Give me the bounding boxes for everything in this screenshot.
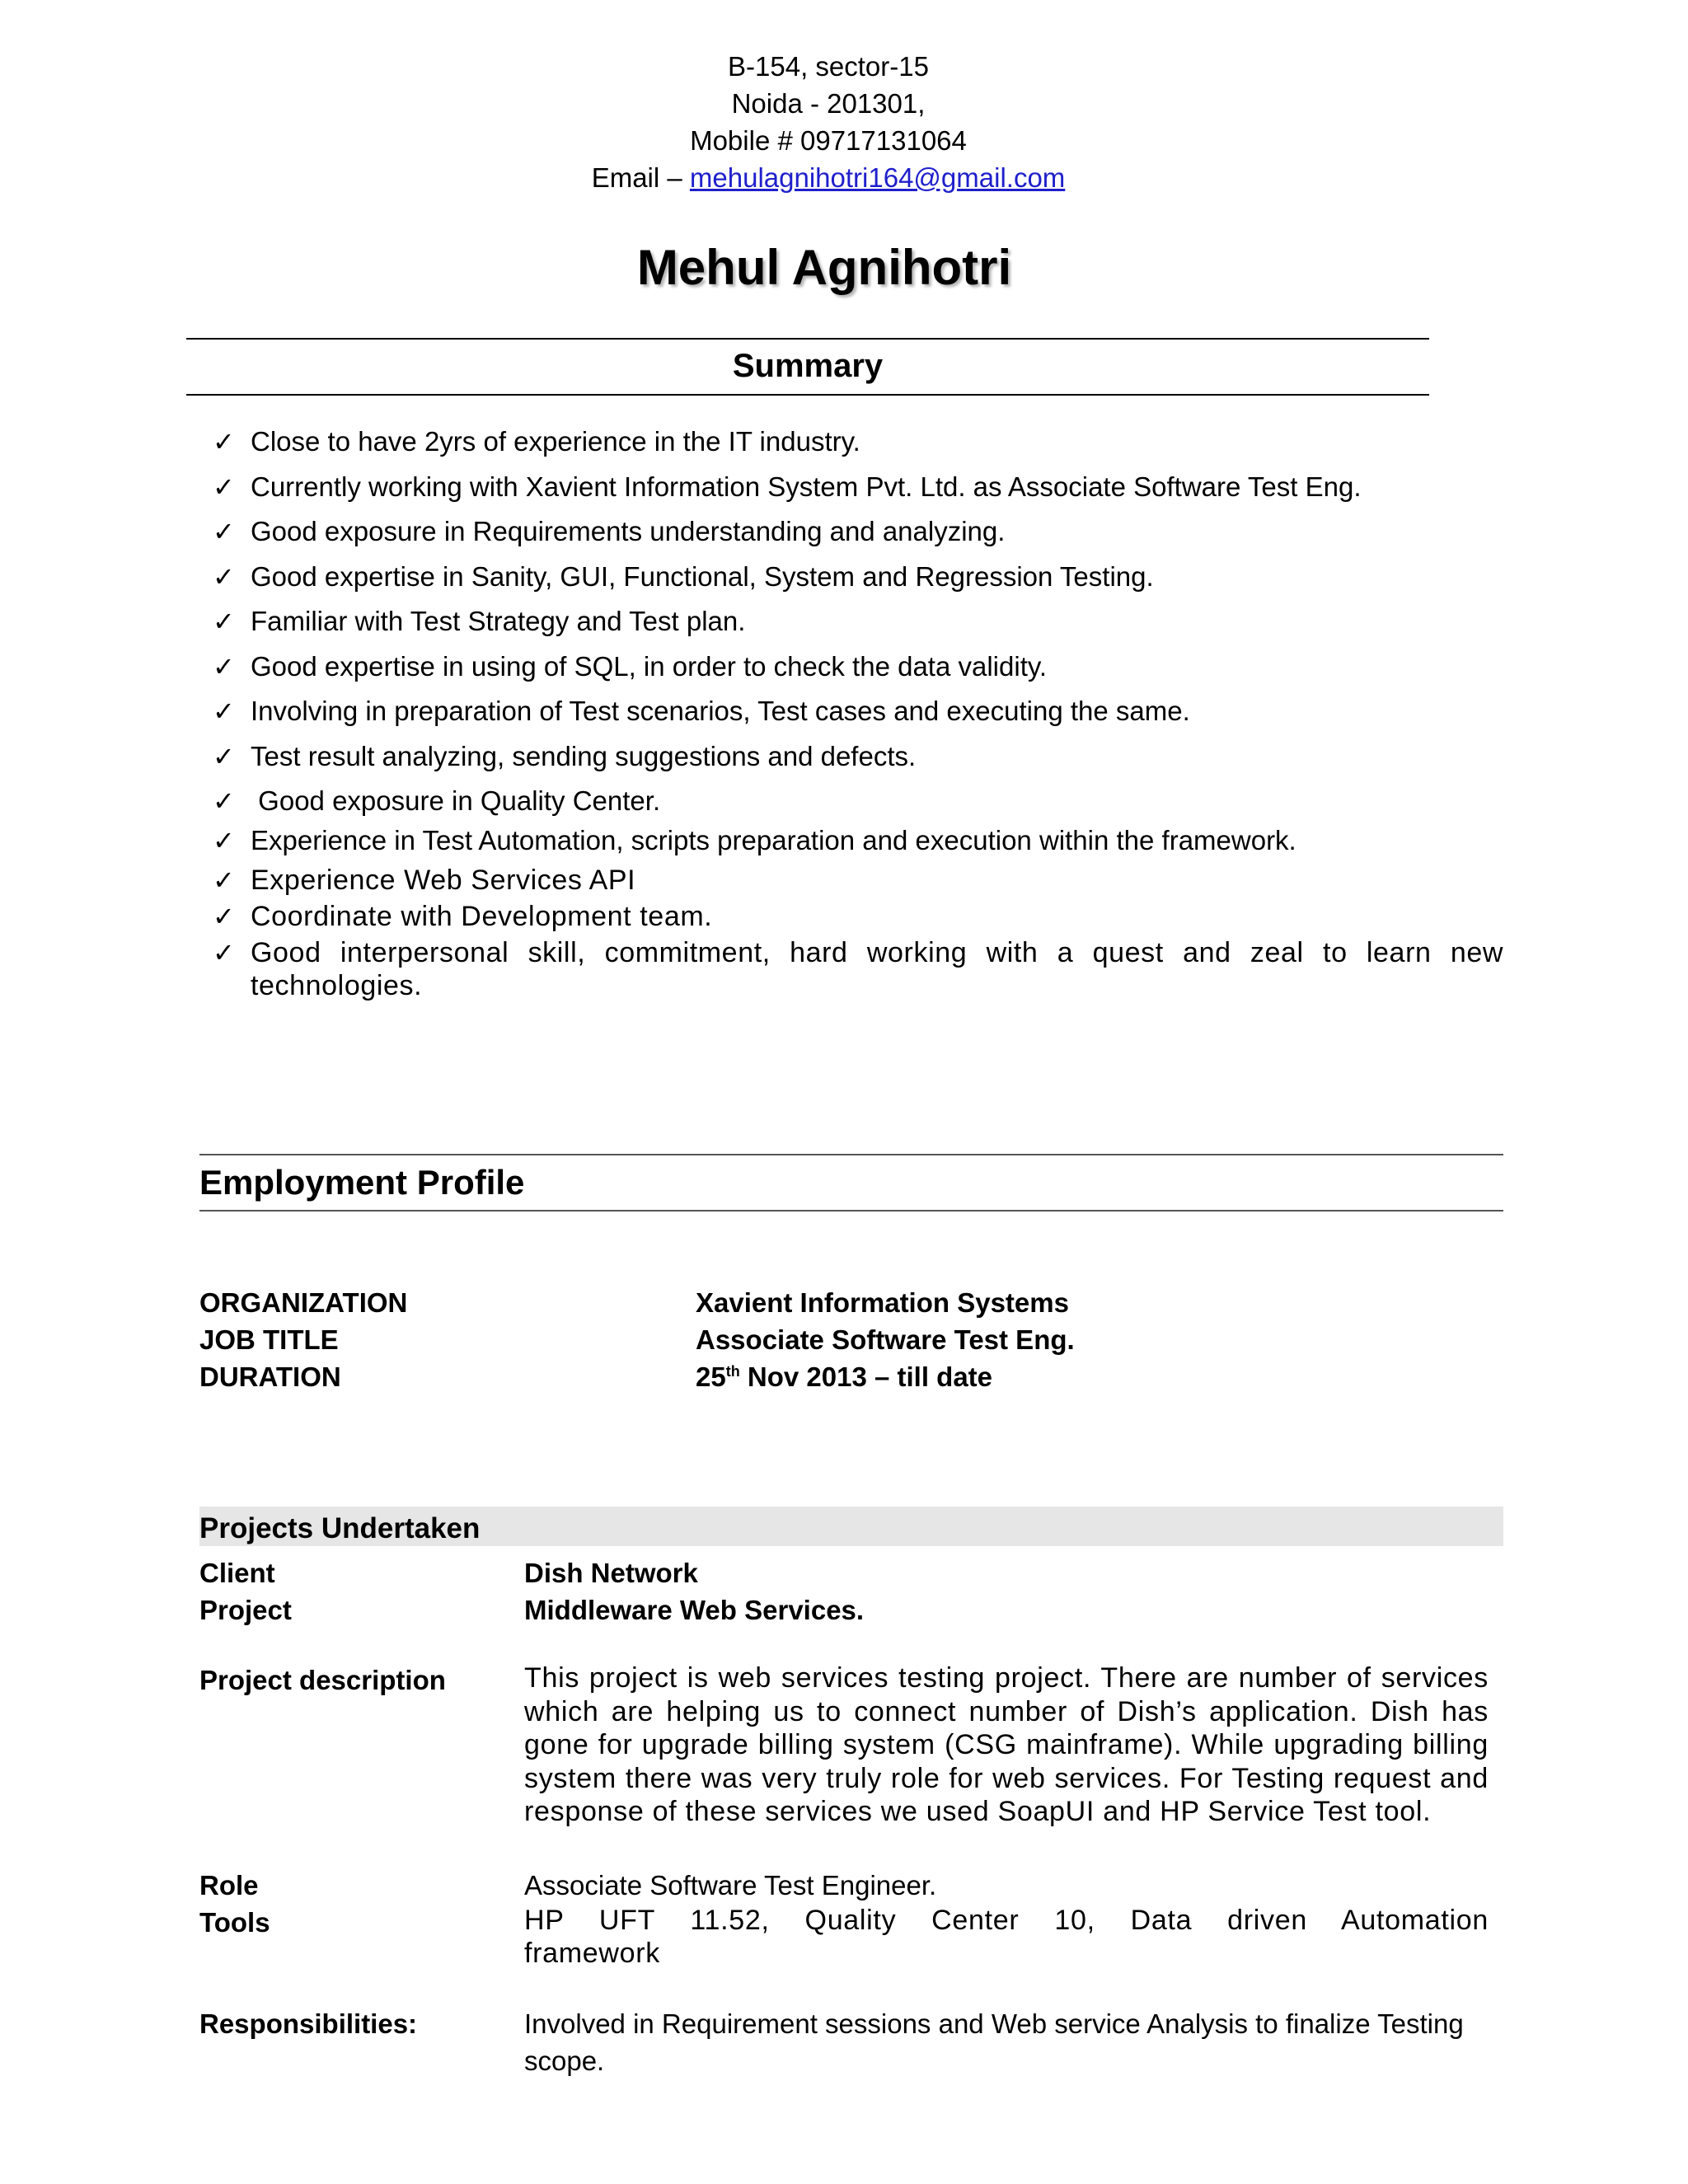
role-row <box>199 1867 1503 1904</box>
summary-title: Summary <box>732 348 884 384</box>
email-line <box>0 159 1657 196</box>
check-icon: ✓ <box>213 650 235 682</box>
project-value: Middleware Web Services. <box>524 1595 865 1625</box>
summary-list <box>213 425 1503 1009</box>
duration-value: 25th Nov 2013 – till date <box>696 1361 993 1392</box>
role-value: Associate Software Test Engineer. <box>524 1869 937 1900</box>
summary-item: ✓ Coordinate with Development team. <box>213 901 713 932</box>
contact-block <box>0 48 1657 196</box>
job-title-label: JOB TITLE <box>199 1324 339 1355</box>
check-icon: ✓ <box>213 426 235 457</box>
description-label: Project description <box>199 1665 446 1695</box>
mobile-number: Mobile # 09717131064 <box>690 125 967 156</box>
organization-label: ORGANIZATION <box>199 1287 408 1318</box>
duration-row <box>199 1358 1075 1395</box>
summary-item: ✓ Good exposure in Quality Center. <box>213 785 661 817</box>
summary-item: ✓ Good expertise in Sanity, GUI, Functional, System and Regression Testing. <box>213 560 1154 593</box>
description-row <box>199 1661 1503 1829</box>
job-title-row <box>199 1321 1075 1358</box>
description-value: This project is web services testing project. There are number of services which are helping us to connect number of Dish’s application. Dish has gone for upgrade billing system (CSG mainframe). While upgrading billing system there was very truly role for web services. For Testing request and response of these services we used SoapUI and HP Service Test tool. <box>524 1662 1489 1827</box>
check-icon: ✓ <box>213 516 235 547</box>
summary-item: ✓ Involving in preparation of Test scenarios, Test cases and executing the same. <box>213 696 1190 727</box>
summary-item: ✓ Familiar with Test Strategy and Test plan. <box>213 606 746 637</box>
summary-item: ✓ Good exposure in Requirements understanding and analyzing. <box>213 516 1006 547</box>
check-icon: ✓ <box>213 471 235 503</box>
project-details <box>199 1554 1503 2079</box>
summary-item: ✓ Test result analyzing, sending suggestions and defects. <box>213 740 917 772</box>
employment-header <box>199 1154 1503 1212</box>
check-icon: ✓ <box>213 785 235 817</box>
summary-item: ✓ Good interpersonal skill, commitment, hard working with a quest and zeal to learn new technologies. <box>213 937 1503 1001</box>
responsibilities-row <box>199 2005 1503 2079</box>
summary-item: ✓ Currently working with Xavient Information System Pvt. Ltd. as Associate Software Test Eng. <box>213 471 1362 503</box>
responsibilities-label: Responsibilities: <box>199 2008 418 2039</box>
summary-header <box>186 338 1429 396</box>
address-line-1: B-154, sector-15 <box>728 51 929 82</box>
email-label: Email – <box>591 162 690 193</box>
responsibilities-value: Involved in Requirement sessions and Web service Analysis to finalize Testing scope. <box>524 2008 1464 2076</box>
organization-row <box>199 1284 1075 1321</box>
client-label: Client <box>199 1558 275 1588</box>
check-icon: ✓ <box>213 696 235 727</box>
candidate-name: Mehul Agnihotri <box>636 240 1012 295</box>
check-icon: ✓ <box>213 865 236 896</box>
organization-value: Xavient Information Systems <box>696 1287 1069 1318</box>
tools-label: Tools <box>199 1906 270 1938</box>
employment-details <box>199 1284 1075 1395</box>
check-icon: ✓ <box>213 606 235 637</box>
projects-header: Projects Undertaken <box>199 1507 1503 1546</box>
email-link[interactable]: mehulagnihotri164@gmail.com <box>689 162 1066 193</box>
check-icon: ✓ <box>213 740 235 772</box>
client-value: Dish Network <box>524 1558 698 1588</box>
project-label: Project <box>199 1595 292 1625</box>
address-line-2: Noida - 201301, <box>731 88 926 119</box>
duration-label: DURATION <box>199 1361 341 1392</box>
employment-title: Employment Profile <box>199 1163 525 1202</box>
check-icon: ✓ <box>213 560 235 593</box>
role-label: Role <box>199 1869 259 1900</box>
check-icon: ✓ <box>213 825 235 856</box>
client-row <box>199 1554 1503 1591</box>
summary-item: ✓ Experience in Test Automation, scripts preparation and execution within the framework. <box>213 825 1296 856</box>
summary-item: ✓ Good expertise in using of SQL, in order to check the data validity. <box>213 650 1048 682</box>
check-icon: ✓ <box>213 901 236 932</box>
project-row <box>199 1591 1503 1629</box>
summary-item: ✓ Close to have 2yrs of experience in the IT industry. <box>213 426 860 457</box>
tools-value: HP UFT 11.52, Quality Center 10, Data driven Automation framework <box>524 1904 1489 1969</box>
job-title-value: Associate Software Test Eng. <box>696 1324 1075 1355</box>
tools-row <box>199 1904 1503 1971</box>
check-icon: ✓ <box>213 937 236 968</box>
summary-item: ✓ Experience Web Services API <box>213 865 636 896</box>
